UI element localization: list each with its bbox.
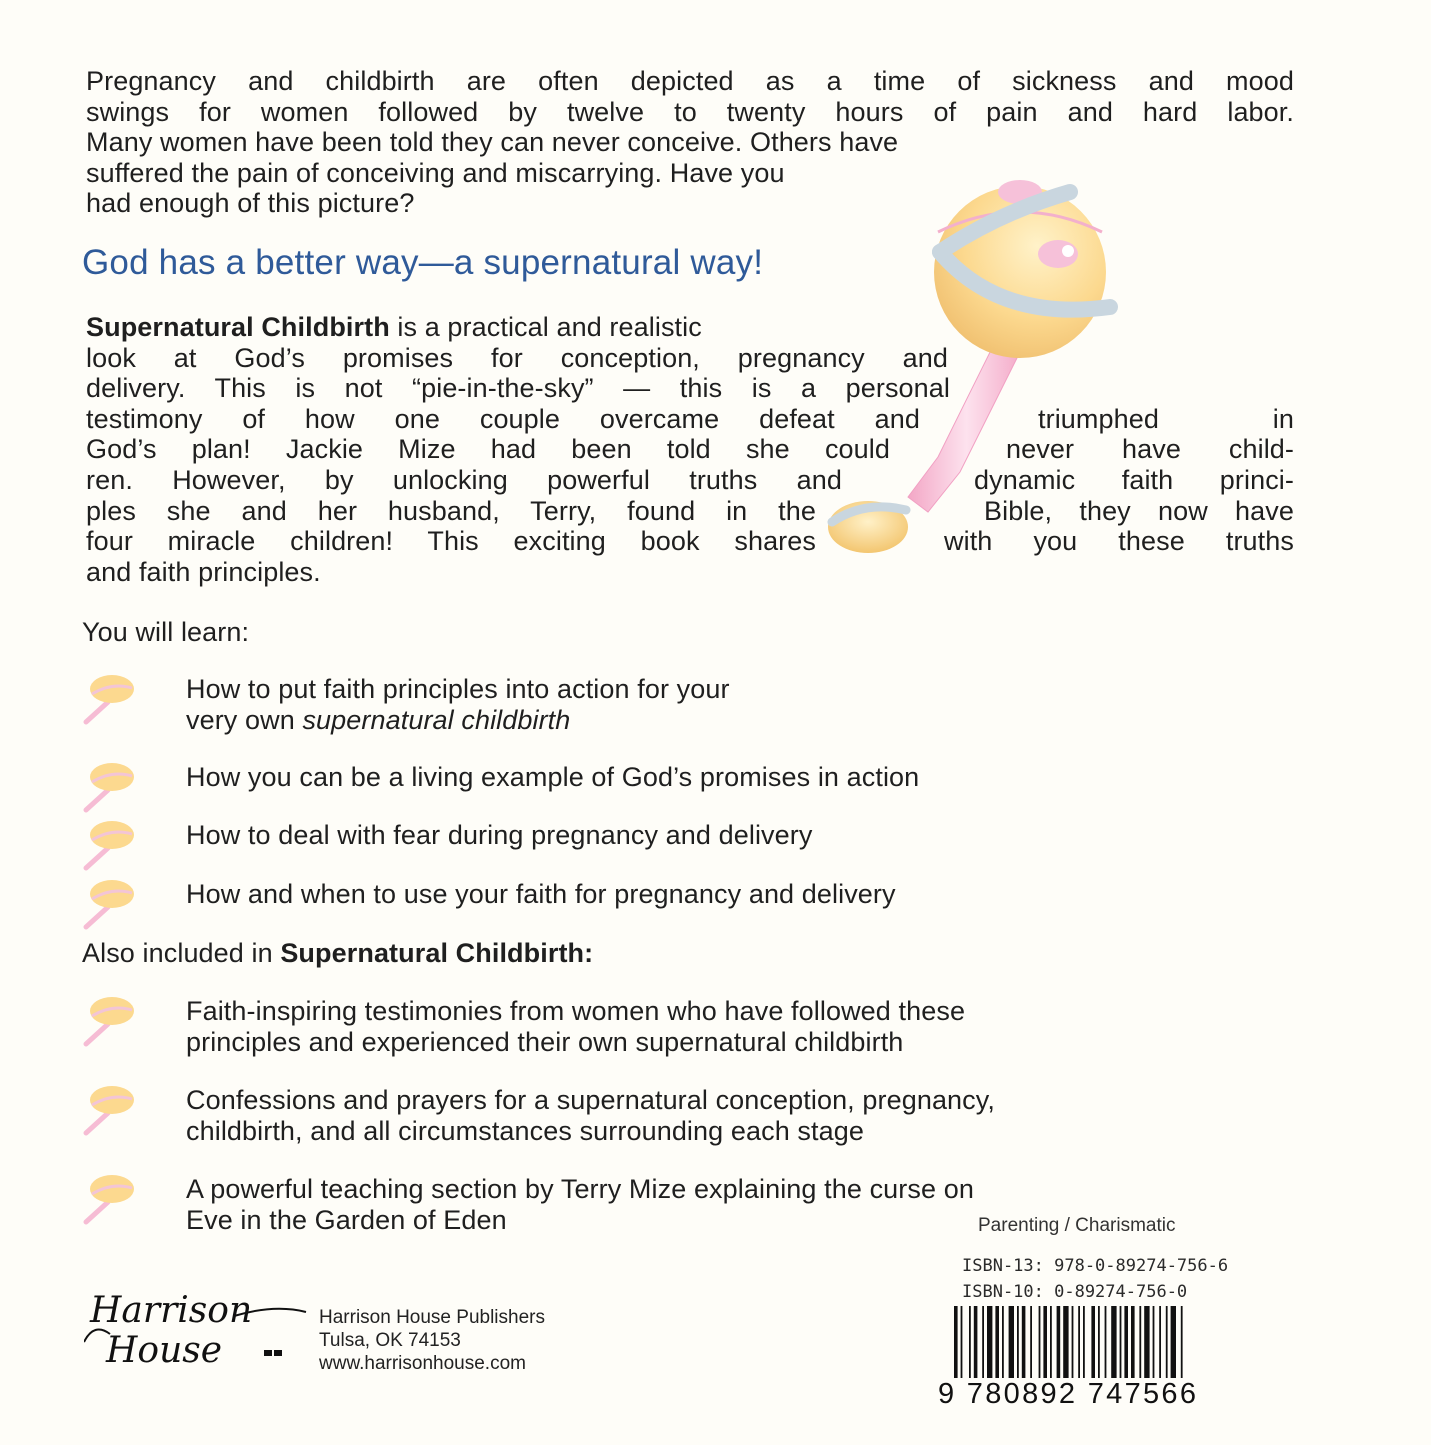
barcode-bar xyxy=(1017,1306,1019,1378)
barcode-bar xyxy=(987,1306,992,1378)
publisher-city: Tulsa, OK 74153 xyxy=(319,1330,461,1351)
barcode-bar xyxy=(1159,1306,1161,1378)
list-item-text xyxy=(186,879,896,910)
description-row xyxy=(86,373,1294,404)
emphasis-text: supernatural childbirth xyxy=(302,704,571,735)
rattle-bullet-icon xyxy=(74,760,138,816)
barcode-bar xyxy=(1139,1306,1141,1378)
list-item-line: A powerful teaching section by Terry Mize explaining the curse on xyxy=(186,1174,974,1204)
description-row xyxy=(86,526,1294,557)
barcode-bar xyxy=(969,1306,971,1378)
publisher-info xyxy=(319,1306,545,1375)
page-edge xyxy=(1431,0,1445,1445)
barcode-bar xyxy=(1083,1306,1085,1378)
description-row xyxy=(86,434,1294,465)
description-row-right: dynamic faith princi- xyxy=(974,464,1294,495)
barcode-digits: 9 780892 747566 xyxy=(938,1378,1199,1410)
tagline: God has a better way—a supernatural way! xyxy=(82,243,764,282)
description-row-left: ren. However, by unlocking powerful truths and xyxy=(86,464,842,495)
description-row-left xyxy=(86,312,702,343)
barcode-bar xyxy=(1030,1306,1032,1378)
barcode-bar xyxy=(1105,1306,1107,1378)
barcode-bar xyxy=(1166,1306,1168,1378)
barcode-bar xyxy=(1002,1306,1004,1378)
barcode-bar xyxy=(1050,1306,1052,1378)
also-included-heading xyxy=(82,938,593,969)
description-row-left: God’s plan! Jackie Mize had been told she could xyxy=(86,434,890,465)
description-row-left: ples she and her husband, Terry, found in the xyxy=(86,495,816,526)
intro-line: Many women have been told they can never conceive. Others have xyxy=(86,127,899,158)
list-item-text xyxy=(186,1085,995,1146)
rattle-bullet-icon xyxy=(74,994,138,1050)
barcode-bar xyxy=(1057,1306,1061,1378)
list-item-line: principles and experienced their own supernatural childbirth xyxy=(186,1026,904,1057)
description-row-left: delivery. This is not “pie-in-the-sky” — this is a personal xyxy=(86,373,950,404)
barcode-bar xyxy=(1153,1306,1155,1378)
list-item-line: Faith-inspiring testimonies from women who have followed these xyxy=(186,996,966,1026)
barcode-bar xyxy=(1091,1306,1095,1378)
rattle-bullet-icon xyxy=(74,1172,138,1228)
list-item-line: How to put faith principles into action for your xyxy=(186,674,730,704)
publisher-name: Harrison House Publishers xyxy=(319,1307,545,1328)
description-row-right: triumphed in xyxy=(1038,403,1294,434)
list-item-text xyxy=(186,996,965,1057)
intro-line: Pregnancy and childbirth are often depicted as a time of sickness and mood xyxy=(86,66,1294,96)
barcode-bar xyxy=(1072,1306,1074,1378)
logo-line-1: Harrison xyxy=(90,1290,253,1331)
description-row xyxy=(86,404,1294,435)
barcode-bar xyxy=(995,1306,999,1378)
description-row xyxy=(86,312,1294,343)
intro-paragraph xyxy=(86,66,1294,219)
list-item-text-prefix: very own xyxy=(186,704,303,735)
rattle-bullet-icon xyxy=(74,818,138,874)
publisher-website: www.harrisonhouse.com xyxy=(319,1353,526,1374)
barcode-bar xyxy=(1022,1306,1026,1378)
rattle-bullet-icon xyxy=(74,672,138,728)
barcode-bar xyxy=(954,1306,958,1378)
isbn-10: ISBN-10: 0-89274-756-0 xyxy=(962,1282,1188,1302)
barcode-bar xyxy=(1063,1306,1068,1378)
barcode-bar xyxy=(1144,1306,1149,1378)
harrison-house-logo xyxy=(84,1282,310,1374)
barcode-bar xyxy=(1124,1306,1128,1378)
description-row-left: and faith principles. xyxy=(86,556,321,587)
description-text: is a practical and realistic xyxy=(389,312,702,342)
list-item-line: How you can be a living example of God’s promises in action xyxy=(186,762,920,792)
rattle-bullet-icon xyxy=(74,1083,138,1139)
barcode-bar xyxy=(982,1306,984,1378)
rattle-bullet-icon xyxy=(74,877,138,933)
list-item-text xyxy=(186,762,919,793)
description-row-left: four miracle children! This exciting book shares xyxy=(86,526,816,557)
category-label: Parenting / Charismatic xyxy=(978,1215,1176,1236)
barcode-bar xyxy=(1120,1306,1122,1378)
list-item-text xyxy=(186,1174,974,1235)
intro-line: swings for women followed by twelve to twenty hours of pain and hard labor. xyxy=(86,96,1294,127)
description-row-left: testimony of how one couple overcame defeat and xyxy=(86,403,920,434)
list-item-line xyxy=(186,705,730,736)
barcode-bar xyxy=(1009,1306,1014,1378)
list-item-text xyxy=(186,674,730,735)
intro-line: suffered the pain of conceiving and miscarrying. Have you xyxy=(86,157,785,188)
list-item-text xyxy=(186,820,812,851)
barcode-bar xyxy=(961,1306,963,1378)
barcode-bar xyxy=(1181,1306,1183,1378)
barcode-bar xyxy=(1039,1306,1041,1378)
description-row xyxy=(86,496,1294,527)
list-item-line: childbirth, and all circumstances surrounding each stage xyxy=(186,1115,864,1146)
barcode-bar xyxy=(1171,1306,1176,1378)
learn-heading: You will learn: xyxy=(82,617,250,647)
intro-line: had enough of this picture? xyxy=(86,188,415,219)
description-row-right: with you these truths xyxy=(944,526,1294,557)
description-row xyxy=(86,343,1294,374)
description-row xyxy=(86,465,1294,496)
barcode-bar xyxy=(974,1306,978,1378)
list-item-line: How and when to use your faith for pregnancy and delivery xyxy=(186,879,896,909)
description-row-right: never have child- xyxy=(1006,434,1294,465)
book-title: Supernatural Childbirth xyxy=(86,312,390,342)
isbn-13: ISBN-13: 978-0-89274-756-6 xyxy=(962,1256,1229,1276)
description-row-left: look at God’s promises for conception, pregnancy and xyxy=(86,342,948,373)
barcode-bar xyxy=(1098,1306,1100,1378)
barcode-bar xyxy=(1078,1306,1080,1378)
description-row-right: Bible, they now have xyxy=(984,495,1294,526)
list-item-line: How to deal with fear during pregnancy and delivery xyxy=(186,820,813,850)
book-title: Supernatural Childbirth: xyxy=(280,938,594,968)
barcode-bar xyxy=(1043,1306,1047,1378)
description-row xyxy=(86,557,1294,588)
list-item-line: Confessions and prayers for a supernatural conception, pregnancy, xyxy=(186,1085,995,1115)
list-item-line: Eve in the Garden of Eden xyxy=(186,1204,507,1235)
also-heading-prefix: Also included in xyxy=(82,938,281,968)
logo-line-2: House xyxy=(106,1330,223,1371)
barcode-bar xyxy=(1111,1306,1116,1378)
barcode-bar xyxy=(1131,1306,1135,1378)
description-paragraph xyxy=(86,312,1294,587)
